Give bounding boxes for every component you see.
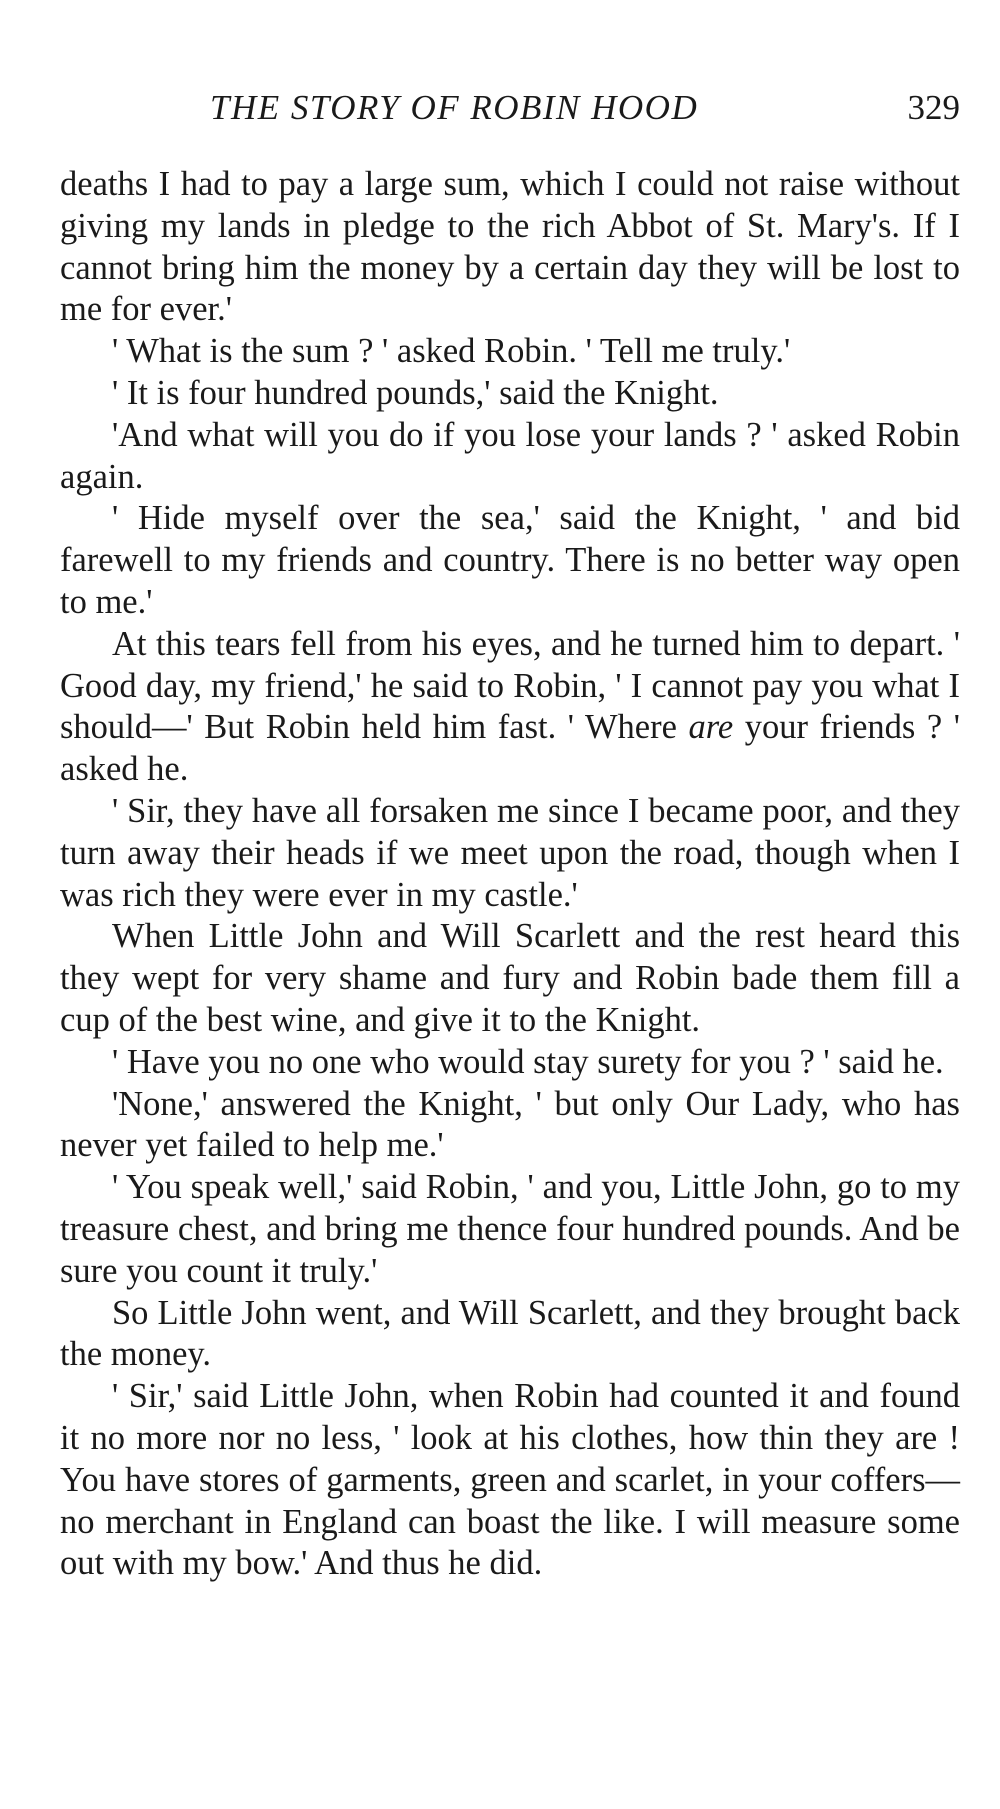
paragraph-text: your friends ? ' asked he. [60, 708, 960, 789]
running-title: THE STORY OF ROBIN HOOD [210, 88, 699, 127]
paragraph: deaths I had to pay a large sum, which I could not raise without giving my lands in pledge to the rich Abbot of St. Mary's. If I cannot bring him the money by a certain day they will be lost to me for ever.' [60, 165, 960, 329]
paragraph: 'And what will you do if you lose your lands ? ' asked Robin again. [60, 415, 960, 496]
paragraph: ' Have you no one who would stay surety for you ? ' said he. [112, 1042, 944, 1081]
paragraph: ' What is the sum ? ' asked Robin. ' Tell me truly.' [112, 332, 791, 371]
emphasis-text: are [688, 708, 734, 747]
paragraph: ' You speak well,' said Robin, ' and you, Little John, go to my treasure chest, and bring me thence four hundred pounds. And be sure you count it truly.' [60, 1168, 960, 1290]
paragraph: So Little John went, and Will Scarlett, and they brought back the money. [60, 1293, 960, 1374]
paragraph: ' Sir,' said Little John, when Robin had counted it and found it no more nor no less, ' look at his clothes, how thin they are ! You have stores of garments, green and scarlet, in your coffers—no merchant in England can boast the like. I will measure some out with my bow.' And thus he did. [60, 1377, 960, 1583]
body-text [60, 164, 960, 1585]
page-number: 329 [907, 88, 960, 127]
paragraph: ' It is four hundred pounds,' said the Knight. [112, 373, 719, 412]
paragraph-text: At this tears fell from his eyes, and he turned him to depart. ' Good day, my friend,' he said to Robin, ' I cannot pay you what I should—' But Robin held him fast. ' Where [60, 624, 960, 747]
paragraph: ' Sir, they have all forsaken me since I became poor, and they turn away their heads if we meet upon the road, though when I was rich they were ever in my castle.' [60, 791, 960, 914]
paragraph: When Little John and Will Scarlett and the rest heard this they wept for very shame and fury and Robin bade them fill a cup of the best wine, and give it to the Knight. [60, 917, 960, 1039]
paragraph [60, 624, 960, 791]
paragraph: 'None,' answered the Knight, ' but only Our Lady, who has never yet failed to help me.' [60, 1084, 960, 1165]
paragraph: ' Hide myself over the sea,' said the Knight, ' and bid farewell to my friends and country. There is no better way open to me.' [60, 499, 960, 621]
